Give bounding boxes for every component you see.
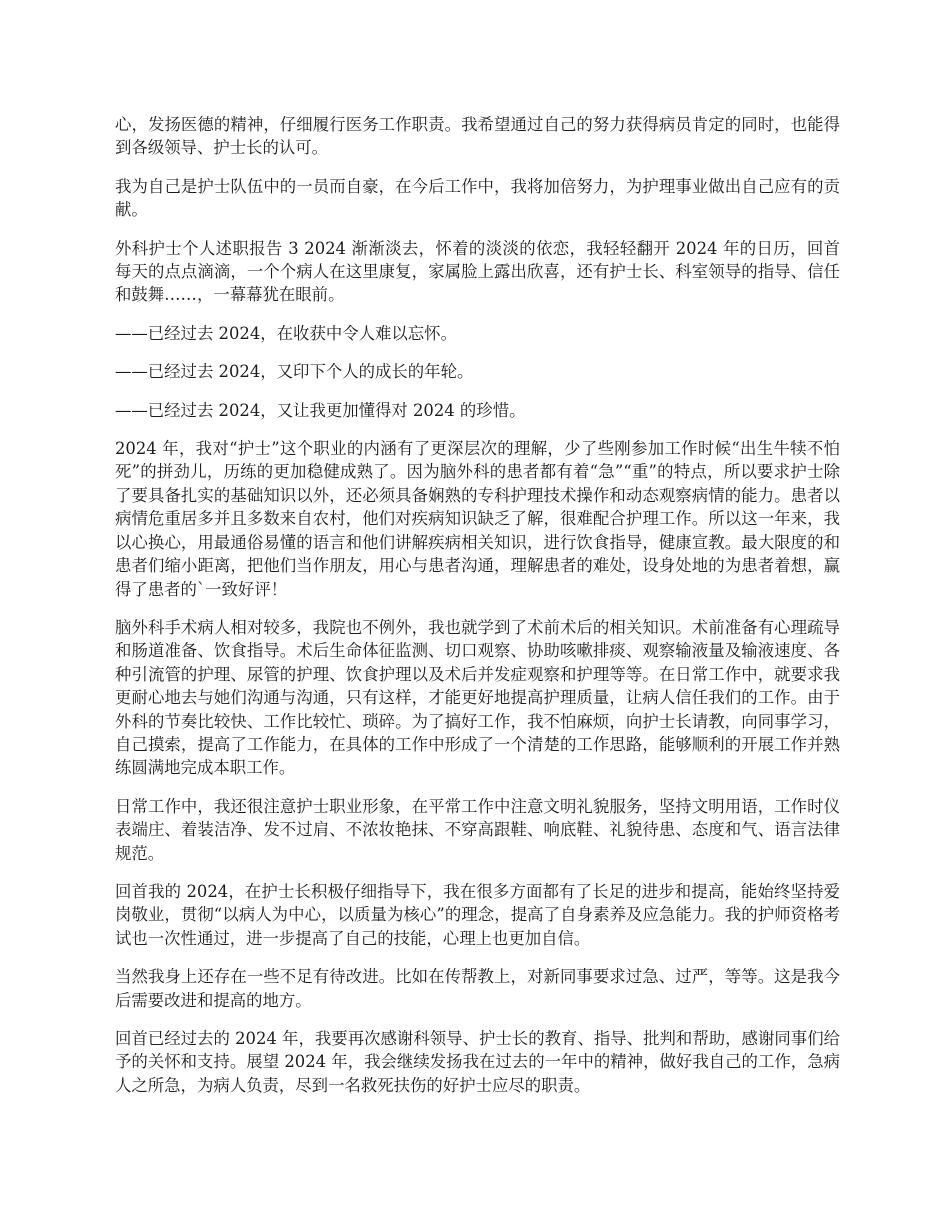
paragraph: ——已经过去 2024，在收获中令人难以忘怀。 xyxy=(115,323,457,343)
paragraph: 回首我的 2024，在护士长积极仔细指导下，我在很多方面都有了长足的进步和提高，能始终坚持爱岗敬业，贯彻“以病人为中心，以质量为核心”的理念，提高了自身素养及应急能力。我的护师资格考试也一次性通过，进一步提高了自己的技能，心理上也更加自信。 xyxy=(115,881,840,948)
paragraph: ——已经过去 2024，又让我更加懂得对 2024 的珍惜。 xyxy=(115,400,526,420)
document-body xyxy=(115,113,840,1112)
paragraph: 日常工作中，我还很注意护士职业形象，在平常工作中注意文明礼貌服务，坚持文明用语，工作时仪表端庄、着装洁净、发不过肩、不浓妆艳抹、不穿高跟鞋、响底鞋、礼貌待患、态度和气、语言法律规范。 xyxy=(115,796,840,863)
paragraph: 心，发扬医德的精神，仔细履行医务工作职责。我希望通过自己的努力获得病员肯定的同时，也能得到各级领导、护士长的认可。 xyxy=(115,115,840,158)
paragraph: 外科护士个人述职报告 3 2024 渐渐淡去，怀着的淡淡的依恋，我轻轻翻开 2024 年的日历，回首每天的点点滴滴，一个个病人在这里康复，家属脸上露出欣喜，还有护士长、科室领导的指导、信任和鼓舞……，一幕幕犹在眼前。 xyxy=(115,238,840,305)
paragraph: ——已经过去 2024，又印下个人的成长的年轮。 xyxy=(115,362,474,382)
paragraph: 我为自己是护士队伍中的一员而自豪，在今后工作中，我将加倍努力，为护理事业做出自己应有的贡献。 xyxy=(115,176,840,220)
paragraph: 当然我身上还存在一些不足有待改进。比如在传帮教上，对新同事要求过急、过严，等等。这是我今后需要改进和提高的地方。 xyxy=(115,967,840,1010)
paragraph: 回首已经过去的 2024 年，我要再次感谢科领导、护士长的教育、指导、批判和帮助，感谢同事们给予的关怀和支持。展望 2024 年，我会继续发扬我在过去的一年中的精神，做好我自己的工作，急病人之所急，为病人负责，尽到一名救死扶伤的好护士应尽的职责。 xyxy=(115,1029,840,1095)
paragraph: 脑外科手术病人相对较多，我院也不例外，我也就学到了术前术后的相关知识。术前准备有心理疏导和肠道准备、饮食指导。术后生命体征监测、切口观察、协助咳嗽排痰、观察输液量及输液速度、各种引流管的护理、尿管的护理、饮食护理以及术后并发症观察和护理等等。在日常工作中，就要求我更耐心地去与她们沟通与沟通，只有这样，才能更好地提高护理质量，让病人信任我们的工作。由于外科的节奏比较快、工作比较忙、琐碎。为了搞好工作，我不怕麻烦，向护士长请教，向同事学习，自己摸索，提高了工作能力，在具体的工作中形成了一个清楚的工作思路，能够顺利的开展工作并熟练圆满地完成本职工作。 xyxy=(115,617,840,778)
paragraph: 2024 年，我对“护士”这个职业的内涵有了更深层次的理解，少了些刚参加工作时候“出生牛犊不怕死”的拼劲儿，历练的更加稳健成熟了。因为脑外科的患者都有着“急”“重”的特点，所以要求护士除了要具备扎实的基础知识以外，还必须具备娴熟的专科护理技术操作和动态观察病情的能力。患者以病情危重居多并且多数来自农村，他们对疾病知识缺乏了解，很难配合护理工作。所以这一年来，我以心换心，用最通俗易懂的语言和他们讲解疾病相关知识，进行饮食指导，健康宣教。最大限度的和患者们缩小距离，把他们当作朋友，用心与患者沟通，理解患者的难处，设身处地的为患者着想，赢得了患者的`一致好评！ xyxy=(115,439,840,599)
